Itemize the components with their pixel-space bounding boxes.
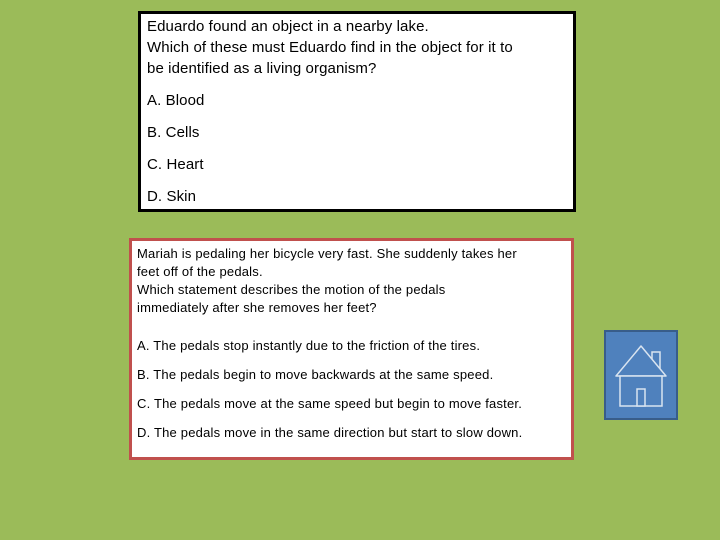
question-1-option-a[interactable]: A. Blood (147, 92, 205, 109)
question-2-option-c[interactable]: C. The pedals move at the same speed but begin to move faster. (137, 396, 523, 411)
question-1-option-b[interactable]: B. Cells (147, 124, 200, 141)
question-2-stem-line: immediately after she removes her feet? (137, 300, 377, 315)
question-2-stem-line: Which statement describes the motion of the pedals (137, 282, 446, 297)
question-2-option-d[interactable]: D. The pedals move in the same direction but start to slow down. (137, 425, 523, 440)
question-1-option-d[interactable]: D. Skin (147, 188, 197, 205)
question-1-box (138, 11, 576, 212)
home-icon (606, 332, 676, 418)
question-2-options (137, 337, 567, 442)
question-1-option-c[interactable]: C. Heart (147, 156, 204, 173)
question-1-stem-line: be identified as a living organism? (147, 60, 377, 77)
question-2-stem-line: feet off of the pedals. (137, 264, 263, 279)
question-2-option-b[interactable]: B. The pedals begin to move backwards at the same speed. (137, 367, 494, 382)
question-2-stem (137, 245, 567, 317)
question-1-stem (147, 16, 569, 79)
question-2-box (129, 238, 574, 460)
question-2-stem-line: Mariah is pedaling her bicycle very fast. She suddenly takes her (137, 246, 517, 261)
question-1-stem-line: Which of these must Eduardo find in the object for it to (147, 39, 513, 56)
question-1-stem-line: Eduardo found an object in a nearby lake. (147, 18, 429, 35)
question-2-option-a[interactable]: A. The pedals stop instantly due to the friction of the tires. (137, 338, 481, 353)
home-button[interactable] (604, 330, 678, 420)
